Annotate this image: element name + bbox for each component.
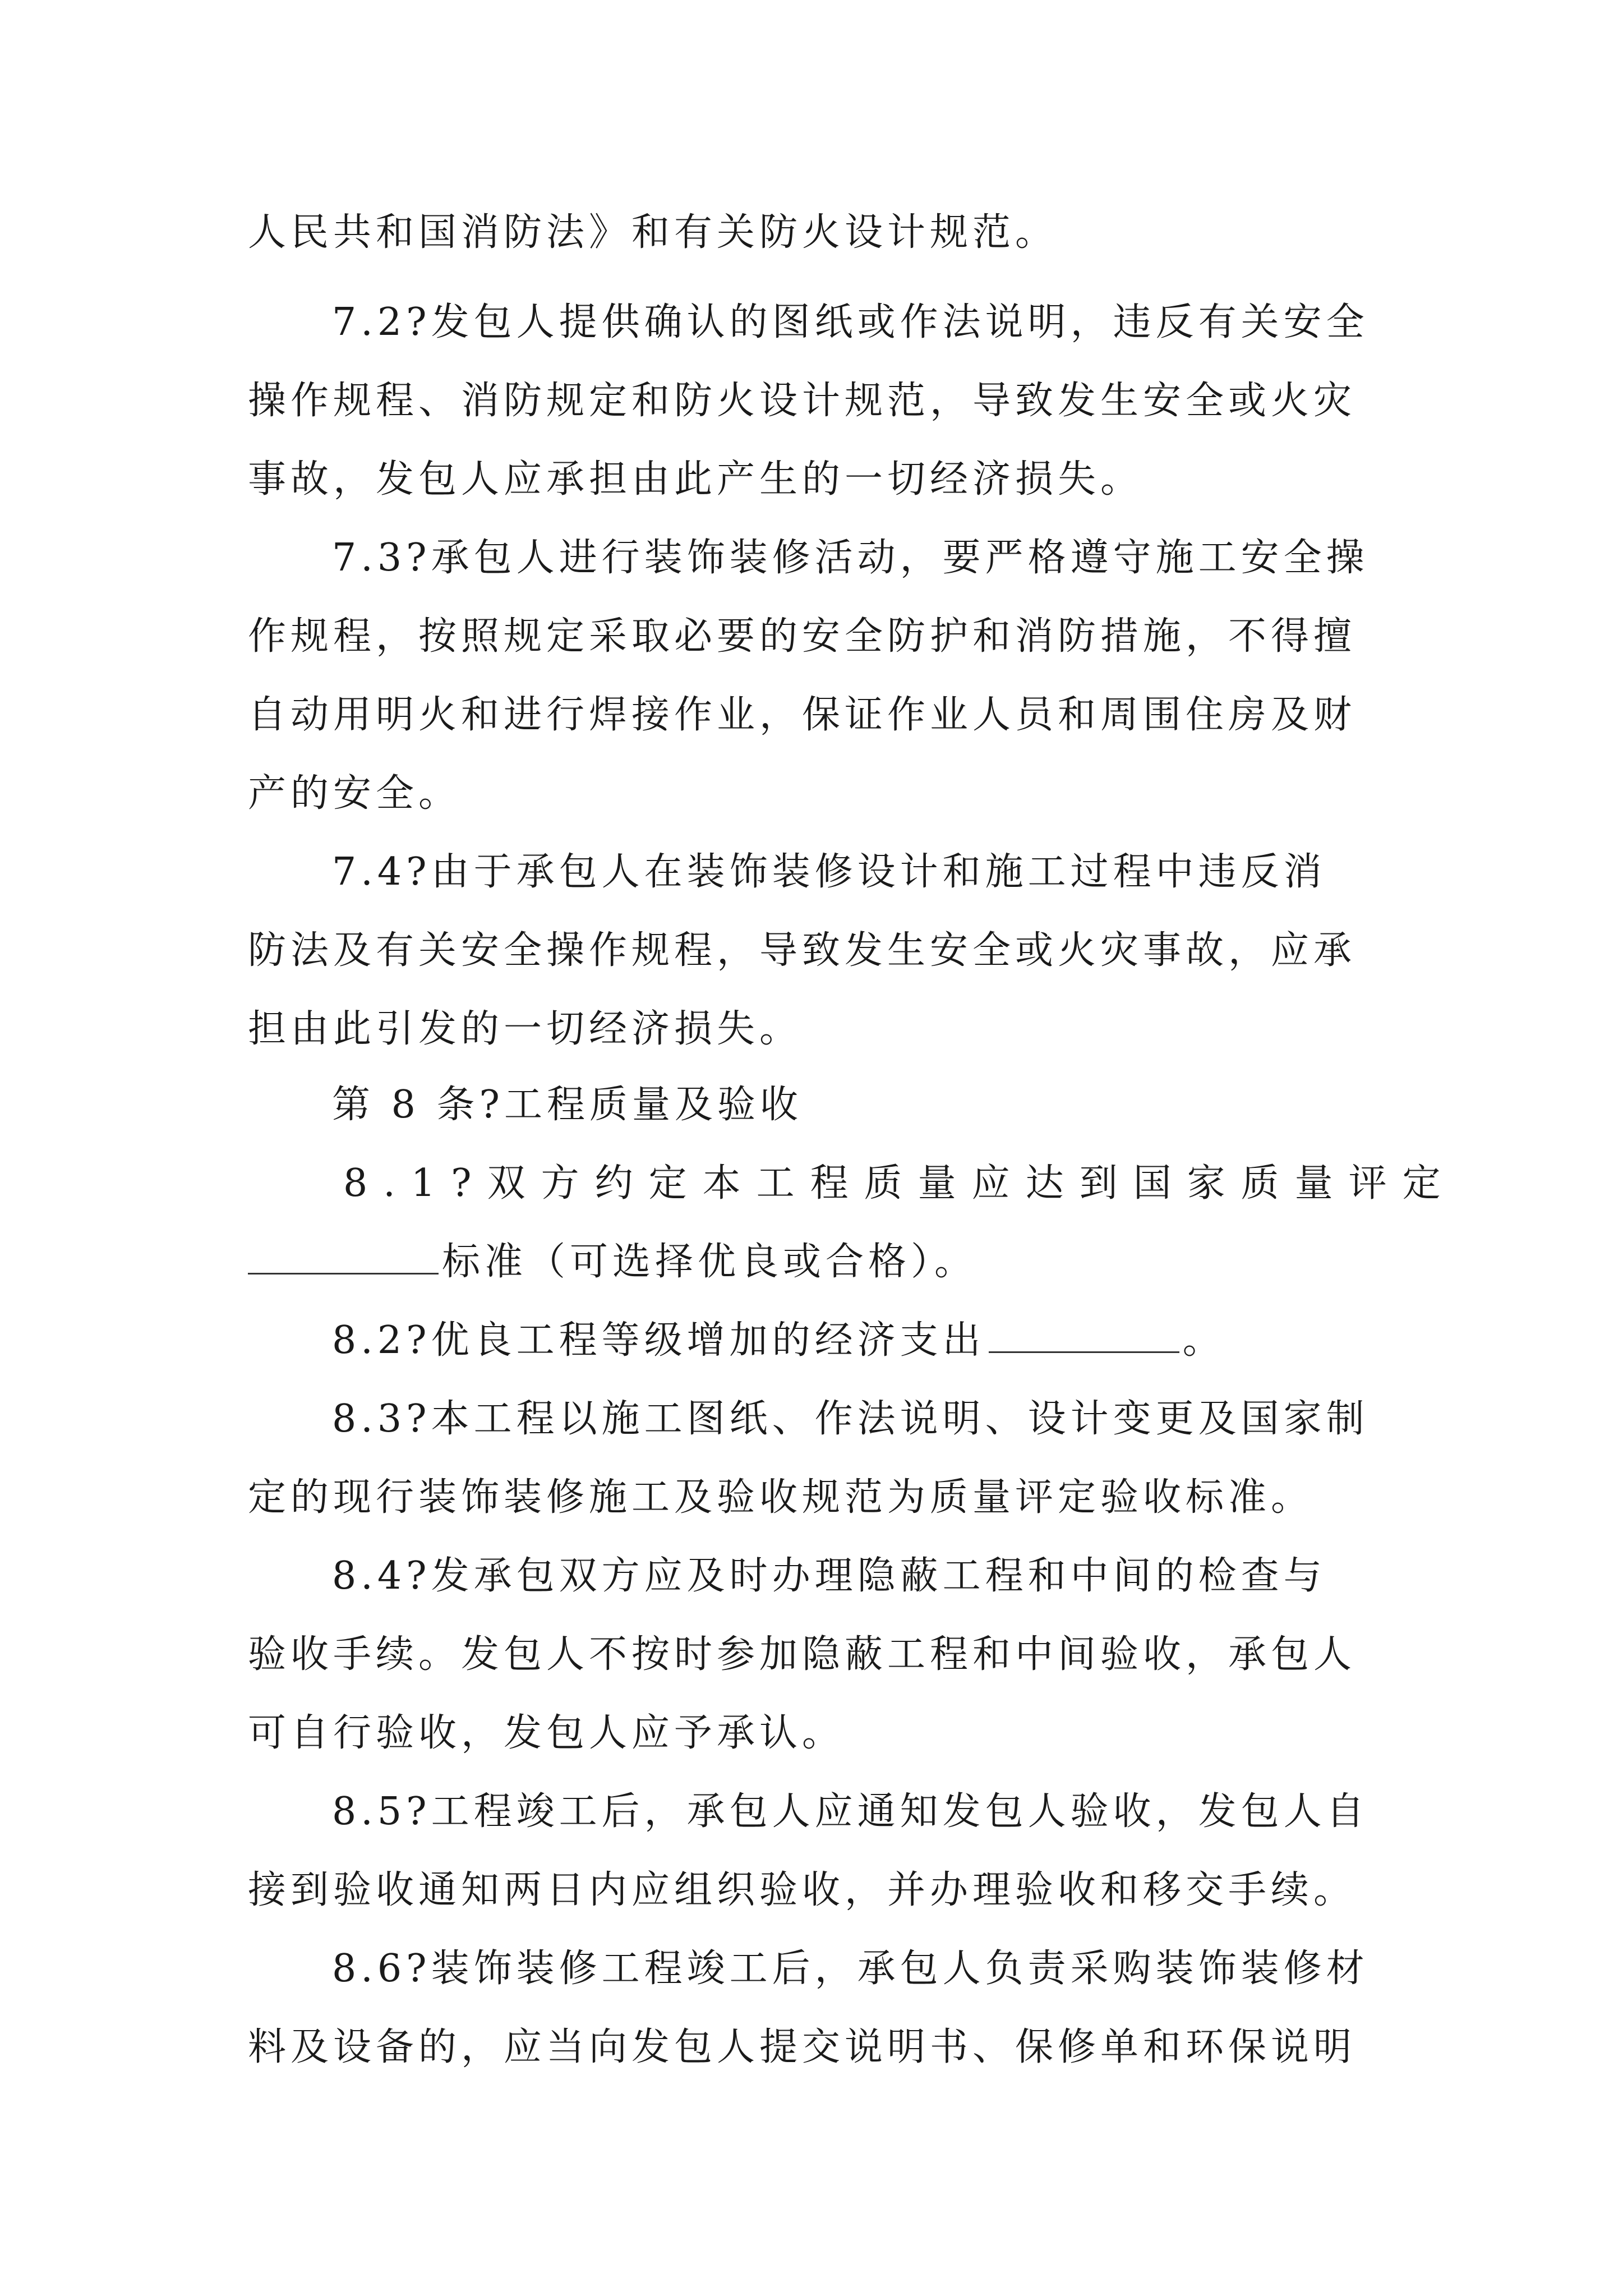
text-line: 定的现行装饰装修施工及验收规范为质量评定验收标准。 bbox=[248, 1475, 1314, 1520]
clause-8-4: 8.4?发承包双方应及时办理隐蔽工程和中间的检查与 bbox=[332, 1554, 1326, 1598]
clause-8-2 bbox=[332, 1296, 1487, 1386]
fill-in-blank bbox=[989, 1319, 1179, 1353]
text-line: 担由此引发的一切经济损失。 bbox=[248, 1007, 803, 1051]
fill-in-blank bbox=[248, 1240, 439, 1274]
clause-8-3: 8.3?本工程以施工图纸、作法说明、设计变更及国家制 bbox=[332, 1397, 1369, 1441]
clause-8-5: 8.5?工程竣工后，承包人应通知发包人验收，发包人自 bbox=[332, 1789, 1369, 1834]
text-line: 自动用明火和进行焊接作业，保证作业人员和周围住房及财 bbox=[248, 693, 1357, 737]
article-8-heading: 第 8 条?工程质量及验收 bbox=[332, 1083, 803, 1127]
text-span: 8.2?优良工程等级增加的经济支出 bbox=[332, 1318, 985, 1363]
clause-7-4: 7.4?由于承包人在装饰装修设计和施工过程中违反消 bbox=[332, 850, 1326, 894]
text-line bbox=[248, 1217, 1403, 1307]
text-line: 料及设备的，应当向发包人提交说明书、保修单和环保说明 bbox=[248, 2025, 1357, 2069]
clause-8-6: 8.6?装饰装修工程竣工后，承包人负责采购装饰装修材 bbox=[332, 1947, 1369, 1991]
text-line: 产的安全。 bbox=[248, 771, 462, 816]
text-line: 操作规程、消防规定和防火设计规范，导致发生安全或火灾 bbox=[248, 379, 1357, 423]
clause-8-1 bbox=[343, 1139, 1456, 1228]
text-line: 人民共和国消防法》和有关防火设计规范。 bbox=[248, 210, 1058, 255]
text-span: 。 bbox=[1182, 1318, 1225, 1363]
text-line: 可自行验收，发包人应予承认。 bbox=[248, 1711, 845, 1755]
text-line: 作规程，按照规定采取必要的安全防护和消防措施，不得擅 bbox=[248, 614, 1357, 659]
text-line: 验收手续。发包人不按时参加隐蔽工程和中间验收，承包人 bbox=[248, 1632, 1357, 1677]
text-span: 标准（可选择优良或合格）。 bbox=[442, 1240, 978, 1284]
clause-7-2: 7.2?发包人提供确认的图纸或作法说明，违反有关安全 bbox=[332, 300, 1369, 344]
text-line: 防法及有关安全操作规程，导致发生安全或火灾事故，应承 bbox=[248, 928, 1357, 973]
clause-7-3: 7.3?承包人进行装饰装修活动，要严格遵守施工安全操 bbox=[332, 536, 1369, 580]
text-line: 事故，发包人应承担由此产生的一切经济损失。 bbox=[248, 457, 1144, 501]
text-line: 接到验收通知两日内应组织验收，并办理验收和移交手续。 bbox=[248, 1868, 1357, 1912]
clause-8-1-text: 8.1?双方约定本工程质量应达到国家质量评定 bbox=[343, 1161, 1456, 1205]
